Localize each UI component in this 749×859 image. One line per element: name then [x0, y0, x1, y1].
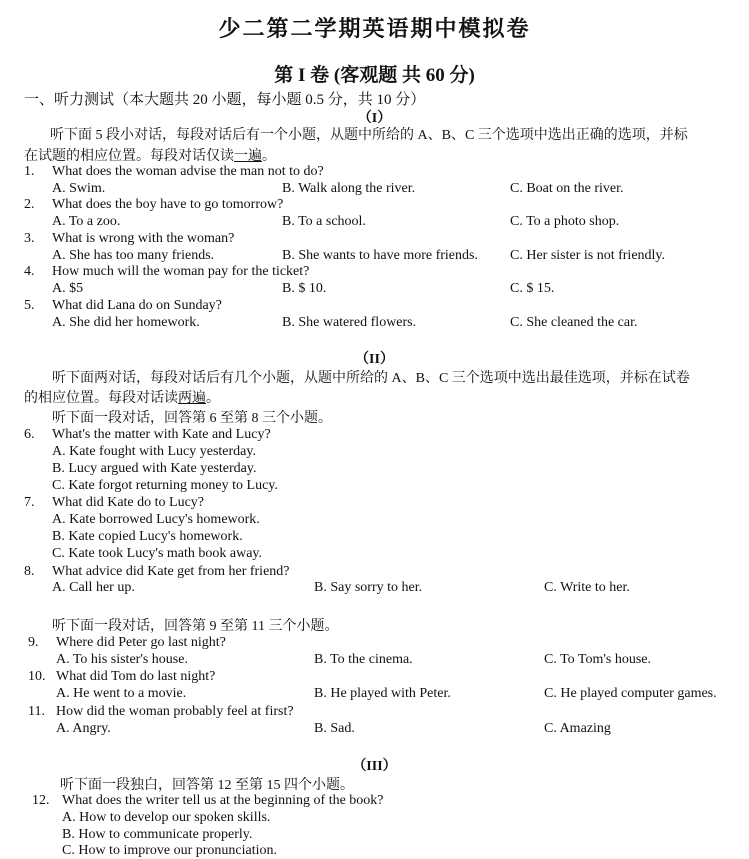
question-number: 1.: [24, 164, 35, 179]
option-b: B. Kate copied Lucy's homework.: [52, 529, 243, 544]
paper-subtitle: 第 I 卷 (客观题 共 60 分): [274, 65, 475, 86]
option-b: B. She watered flowers.: [282, 315, 417, 330]
option-a: A. How to develop our spoken skills.: [62, 810, 271, 825]
question-text: What advice did Kate get from her friend?: [52, 564, 290, 579]
question-text: What does the boy have to go tomorrow?: [52, 197, 284, 212]
option-b: B. To a school.: [282, 214, 366, 229]
option-a: A. To a zoo.: [52, 214, 121, 229]
option-b: B. To the cinema.: [314, 652, 413, 667]
option-c: C. Amazing: [544, 721, 611, 736]
question-text: Where did Peter go last night?: [56, 635, 226, 650]
option-b: B. He played with Peter.: [314, 686, 451, 701]
option-c: C. $ 15.: [510, 281, 555, 296]
question-number: 2.: [24, 197, 35, 212]
option-b: B. Sad.: [314, 721, 355, 736]
question-number: 10.: [28, 669, 46, 684]
question-number: 6.: [24, 427, 35, 442]
group-instruction: 听下面一段对话，回答第 6 至第 8 三个小题。: [52, 411, 332, 426]
option-a: A. He went to a movie.: [56, 686, 187, 701]
question-text: How did the woman probably feel at first?: [56, 704, 294, 719]
option-a: A. Kate borrowed Lucy's homework.: [52, 512, 260, 527]
part-2-label: （II）: [355, 352, 394, 367]
option-c: C. Write to her.: [544, 580, 630, 595]
question-text: What did Lana do on Sunday?: [52, 298, 222, 313]
option-c: C. To Tom's house.: [544, 652, 652, 667]
option-c: C. How to improve our pronunciation.: [62, 843, 278, 858]
option-b: B. She wants to have more friends.: [282, 248, 478, 263]
option-c: C. Kate forgot returning money to Lucy.: [52, 478, 278, 493]
option-a: A. Kate fought with Lucy yesterday.: [52, 444, 256, 459]
option-c: C. She cleaned the car.: [510, 315, 638, 330]
part-1-label: （I）: [357, 111, 392, 126]
part-1-instructions-line2: 在试题的相应位置。每段对话仅读一遍。: [24, 149, 276, 164]
option-b: B. Lucy argued with Kate yesterday.: [52, 461, 257, 476]
question-text: How much will the woman pay for the ticket?: [52, 264, 310, 279]
option-b: B. Say sorry to her.: [314, 580, 423, 595]
emphasis-once: 一遍: [234, 149, 262, 164]
question-number: 9.: [28, 635, 39, 650]
question-number: 3.: [24, 231, 35, 246]
option-c: C. To a photo shop.: [510, 214, 620, 229]
part-2-instructions-line1: 听下面两对话，每段对话后有几个小题，从题中所给的 A、B、C 三个选项中选出最佳选项，并标在试卷: [52, 371, 690, 386]
group-instruction: 听下面一段独白，回答第 12 至第 15 四个小题。: [60, 778, 354, 793]
question-text: What is wrong with the woman?: [52, 231, 235, 246]
question-number: 11.: [28, 704, 45, 719]
option-a: A. She did her homework.: [52, 315, 200, 330]
question-number: 5.: [24, 298, 35, 313]
question-number: 12.: [32, 793, 50, 808]
emphasis-twice: 两遍: [178, 391, 206, 406]
option-c: C. Boat on the river.: [510, 181, 624, 196]
option-b: B. Walk along the river.: [282, 181, 416, 196]
option-a: A. Swim.: [52, 181, 106, 196]
option-a: A. Angry.: [56, 721, 111, 736]
option-a: A. To his sister's house.: [56, 652, 188, 667]
part-3-label: （III）: [352, 759, 397, 774]
question-text: What does the writer tell us at the beginning of the book?: [62, 793, 384, 808]
option-c: C. He played computer games.: [544, 686, 717, 701]
option-a: A. She has too many friends.: [52, 248, 215, 263]
option-c: C. Her sister is not friendly.: [510, 248, 666, 263]
option-a: A. $5: [52, 281, 84, 296]
question-text: What does the woman advise the man not to do?: [52, 164, 324, 179]
part-2-instructions-line2: 的相应位置。每段对话读两遍。: [24, 391, 220, 406]
page-title: 少二第二学期英语期中模拟卷: [218, 16, 531, 41]
question-text: What's the matter with Kate and Lucy?: [52, 427, 271, 442]
group-instruction: 听下面一段对话，回答第 9 至第 11 三个小题。: [52, 619, 339, 634]
option-a: A. Call her up.: [52, 580, 135, 595]
option-c: C. Kate took Lucy's math book away.: [52, 546, 263, 561]
option-b: B. How to communicate properly.: [62, 827, 253, 842]
question-number: 4.: [24, 264, 35, 279]
question-text: What did Kate do to Lucy?: [52, 495, 205, 510]
question-number: 7.: [24, 495, 35, 510]
option-b: B. $ 10.: [282, 281, 327, 296]
question-text: What did Tom do last night?: [56, 669, 216, 684]
part-1-instructions-line1: 听下面 5 段小对话，每段对话后有一个小题，从题中所给的 A、B、C 三个选项中选出正确的选项，并标: [50, 128, 688, 143]
section-heading: 一、听力测试（本大题共 20 小题，每小题 0.5 分，共 10 分）: [24, 92, 426, 108]
question-number: 8.: [24, 564, 35, 579]
